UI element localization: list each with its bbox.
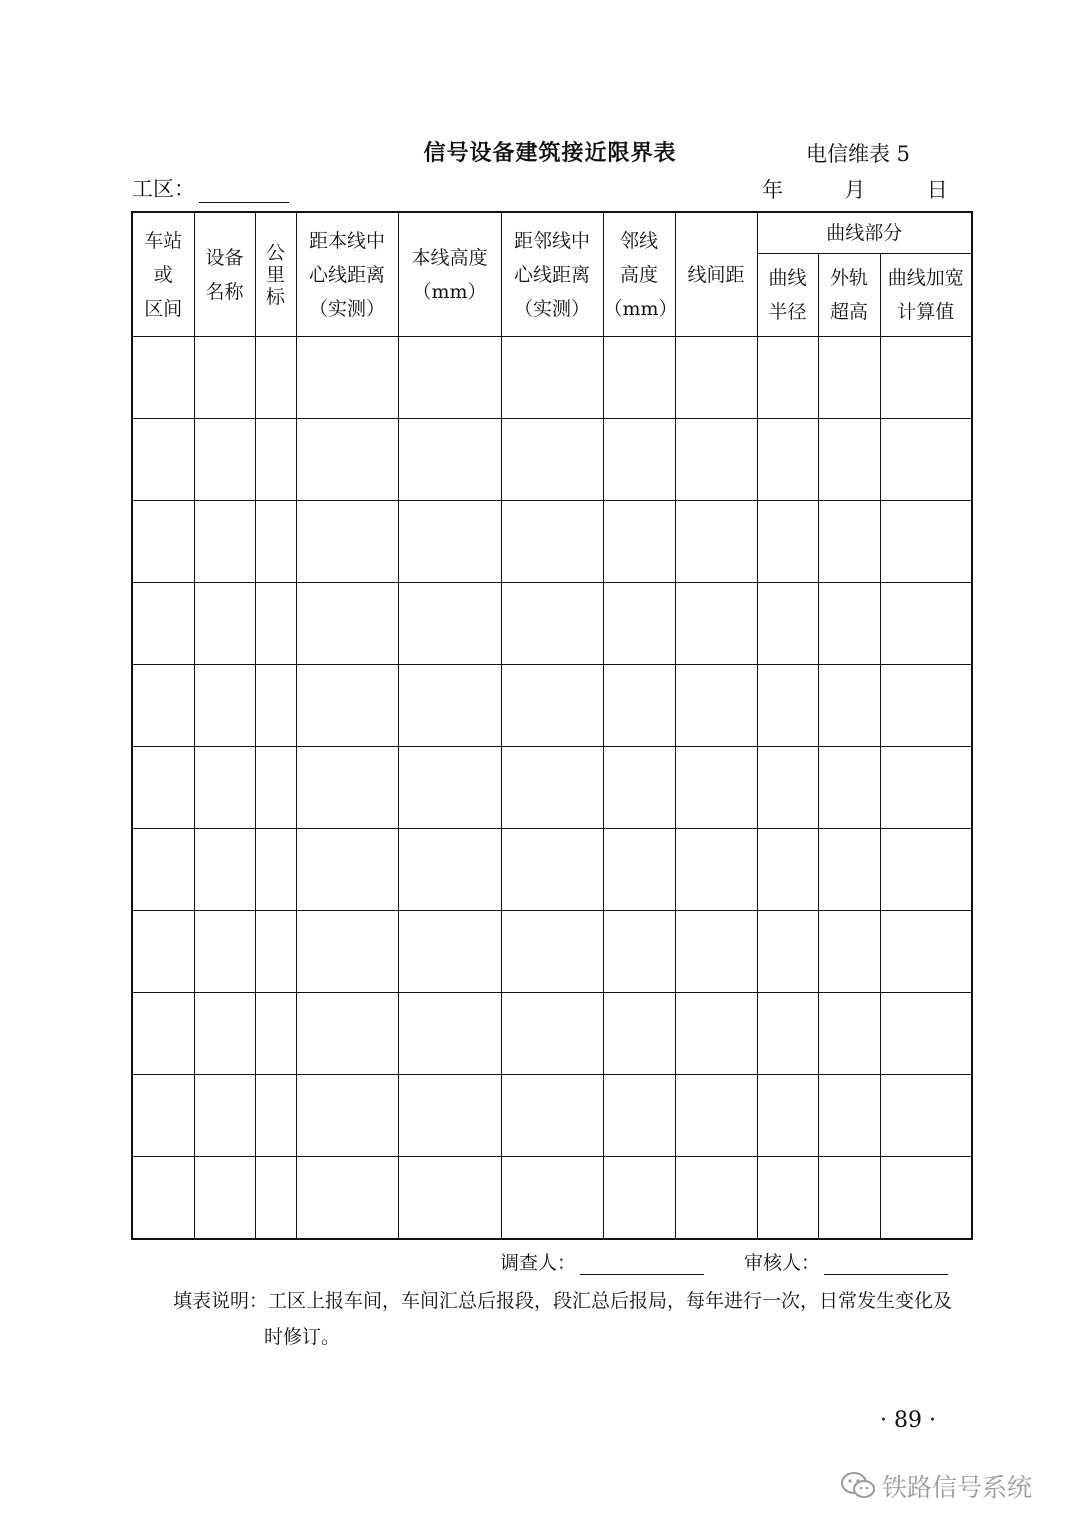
- table-row: [132, 747, 972, 829]
- table-cell[interactable]: [818, 665, 880, 747]
- table-cell[interactable]: [501, 1157, 603, 1240]
- table-cell[interactable]: [501, 583, 603, 665]
- note-line-1: 填表说明：工区上报车间，车间汇总后报段，段汇总后报局，每年进行一次，日常发生变化及: [173, 1290, 953, 1312]
- table-row: [132, 829, 972, 911]
- date-day: 日: [926, 178, 948, 202]
- table-cell[interactable]: [296, 665, 398, 747]
- table-cell[interactable]: [757, 1075, 818, 1157]
- table-cell[interactable]: [818, 829, 880, 911]
- investigator-blank: [580, 1274, 704, 1275]
- table-cell[interactable]: [398, 1157, 501, 1240]
- table-cell[interactable]: [675, 1075, 757, 1157]
- table-cell[interactable]: [880, 829, 972, 911]
- table-cell[interactable]: [501, 747, 603, 829]
- table-cell[interactable]: [880, 419, 972, 501]
- table-cell[interactable]: [398, 1075, 501, 1157]
- table-cell[interactable]: [194, 419, 255, 501]
- date-month: 月: [844, 178, 866, 202]
- table-cell[interactable]: [296, 993, 398, 1075]
- table-cell[interactable]: [818, 337, 880, 419]
- table-cell[interactable]: [818, 419, 880, 501]
- table-cell[interactable]: [603, 665, 675, 747]
- table-row: [132, 419, 972, 501]
- table-cell[interactable]: [818, 1157, 880, 1240]
- table-cell[interactable]: [398, 583, 501, 665]
- table-cell[interactable]: [880, 993, 972, 1075]
- table-cell[interactable]: [194, 1157, 255, 1240]
- work-area-blank: [199, 202, 289, 203]
- table-cell[interactable]: [880, 337, 972, 419]
- table-cell[interactable]: [255, 583, 296, 665]
- table-cell[interactable]: [296, 1157, 398, 1240]
- table-cell[interactable]: [757, 993, 818, 1075]
- table-cell[interactable]: [296, 747, 398, 829]
- col-header-curve-radius: 曲线 半径: [757, 254, 818, 337]
- note-line-2: 时修订。: [264, 1326, 341, 1348]
- table-cell[interactable]: [398, 993, 501, 1075]
- table-cell[interactable]: [255, 501, 296, 583]
- table-cell[interactable]: [132, 501, 194, 583]
- table-cell[interactable]: [132, 665, 194, 747]
- table-cell[interactable]: [818, 501, 880, 583]
- reviewer-blank: [824, 1274, 948, 1275]
- table-cell[interactable]: [501, 993, 603, 1075]
- table-cell[interactable]: [194, 747, 255, 829]
- table-cell[interactable]: [501, 1075, 603, 1157]
- table-cell[interactable]: [757, 583, 818, 665]
- table-cell[interactable]: [255, 829, 296, 911]
- table-cell[interactable]: [757, 829, 818, 911]
- col-header-station: 车站 或 区间: [132, 212, 194, 337]
- table-cell[interactable]: [501, 337, 603, 419]
- table-cell[interactable]: [501, 665, 603, 747]
- table-cell[interactable]: [501, 501, 603, 583]
- table-cell[interactable]: [675, 665, 757, 747]
- table-cell[interactable]: [132, 911, 194, 993]
- table-cell[interactable]: [603, 911, 675, 993]
- table-cell[interactable]: [603, 337, 675, 419]
- table-cell[interactable]: [398, 337, 501, 419]
- table-cell[interactable]: [296, 337, 398, 419]
- col-header-superelevation: 外轨 超高: [818, 254, 880, 337]
- table-cell[interactable]: [398, 911, 501, 993]
- col-header-distance-adjacent-line: 距邻线中 心线距离 （实测）: [501, 212, 603, 337]
- signature-row: [500, 1248, 948, 1275]
- table-cell[interactable]: [255, 1157, 296, 1240]
- table-cell[interactable]: [675, 829, 757, 911]
- investigator-label: 调查人：: [500, 1252, 577, 1274]
- table-cell[interactable]: [603, 1157, 675, 1240]
- table-cell[interactable]: [880, 583, 972, 665]
- table-cell[interactable]: [194, 993, 255, 1075]
- table-cell[interactable]: [880, 1075, 972, 1157]
- table-cell[interactable]: [603, 583, 675, 665]
- col-header-main-line-height: 本线高度 （mm）: [398, 212, 501, 337]
- table-cell[interactable]: [880, 911, 972, 993]
- reviewer-label: 审核人：: [744, 1252, 821, 1274]
- page-number: · 89 ·: [880, 1408, 936, 1433]
- table-cell[interactable]: [132, 993, 194, 1075]
- fill-instructions: [173, 1283, 973, 1355]
- table-cell[interactable]: [132, 583, 194, 665]
- work-area-field: [132, 173, 289, 203]
- table-row: [132, 665, 972, 747]
- table-cell[interactable]: [132, 419, 194, 501]
- table-cell[interactable]: [675, 1157, 757, 1240]
- table-cell[interactable]: [194, 1075, 255, 1157]
- table-cell[interactable]: [398, 829, 501, 911]
- table-row: [132, 1157, 972, 1240]
- table-cell[interactable]: [603, 829, 675, 911]
- table-cell[interactable]: [757, 747, 818, 829]
- table-cell[interactable]: [675, 419, 757, 501]
- table-cell[interactable]: [398, 501, 501, 583]
- table-cell[interactable]: [501, 419, 603, 501]
- col-header-track-spacing: 线间距: [675, 212, 757, 337]
- table-cell[interactable]: [603, 747, 675, 829]
- table-cell[interactable]: [296, 501, 398, 583]
- watermark-text: 铁路信号系统: [882, 1473, 1033, 1502]
- table-cell[interactable]: [675, 911, 757, 993]
- table-cell[interactable]: [255, 665, 296, 747]
- col-header-equipment-name: 设备 名称: [194, 212, 255, 337]
- table-cell[interactable]: [194, 911, 255, 993]
- form-title: 信号设备建筑接近限界表: [423, 141, 677, 166]
- table-cell[interactable]: [398, 747, 501, 829]
- form-code: 电信维表 5: [806, 142, 911, 166]
- col-header-curve-widening: 曲线加宽 计算值: [880, 254, 972, 337]
- table-row: [132, 993, 972, 1075]
- table-cell[interactable]: [675, 993, 757, 1075]
- table-cell[interactable]: [757, 911, 818, 993]
- table-cell[interactable]: [757, 337, 818, 419]
- table-cell[interactable]: [132, 1075, 194, 1157]
- table-cell[interactable]: [296, 419, 398, 501]
- table-cell[interactable]: [398, 419, 501, 501]
- table-cell[interactable]: [255, 419, 296, 501]
- col-header-adjacent-line-height: 邻线 高度 （mm）: [603, 212, 675, 337]
- table-cell[interactable]: [880, 665, 972, 747]
- table-cell[interactable]: [675, 337, 757, 419]
- table-cell[interactable]: [675, 747, 757, 829]
- table-row: [132, 583, 972, 665]
- table-cell[interactable]: [255, 1075, 296, 1157]
- table-cell[interactable]: [818, 583, 880, 665]
- table-cell[interactable]: [296, 829, 398, 911]
- table-row: [132, 337, 972, 419]
- table-cell[interactable]: [194, 829, 255, 911]
- col-group-curve: 曲线部分: [757, 212, 972, 254]
- work-area-label: 工区：: [132, 177, 195, 201]
- table-cell[interactable]: [757, 1157, 818, 1240]
- table-cell[interactable]: [818, 993, 880, 1075]
- col-header-distance-main-line: 距本线中 心线距离 （实测）: [296, 212, 398, 337]
- table-cell[interactable]: [132, 1157, 194, 1240]
- table-row: [132, 501, 972, 583]
- table-cell[interactable]: [501, 829, 603, 911]
- table-cell[interactable]: [818, 747, 880, 829]
- table-cell[interactable]: [296, 583, 398, 665]
- table-cell[interactable]: [398, 665, 501, 747]
- table-cell[interactable]: [818, 1075, 880, 1157]
- table-cell[interactable]: [501, 911, 603, 993]
- table-cell[interactable]: [880, 1157, 972, 1240]
- table-cell[interactable]: [296, 1075, 398, 1157]
- date-field: [762, 174, 948, 204]
- table-row: [132, 911, 972, 993]
- table-cell[interactable]: [194, 583, 255, 665]
- table-cell[interactable]: [255, 747, 296, 829]
- table-cell[interactable]: [255, 993, 296, 1075]
- clearance-table: [131, 211, 973, 1240]
- table-cell[interactable]: [880, 747, 972, 829]
- table-cell[interactable]: [194, 501, 255, 583]
- table-cell[interactable]: [255, 911, 296, 993]
- wechat-icon: [840, 1471, 876, 1501]
- table-cell[interactable]: [603, 419, 675, 501]
- table-cell[interactable]: [818, 911, 880, 993]
- date-year: 年: [762, 178, 783, 202]
- table-cell[interactable]: [603, 1075, 675, 1157]
- table-cell[interactable]: [132, 829, 194, 911]
- table-cell[interactable]: [132, 337, 194, 419]
- table-cell[interactable]: [603, 993, 675, 1075]
- table-cell[interactable]: [194, 665, 255, 747]
- col-header-kilometer-post: 公 里 标: [255, 212, 296, 337]
- table-cell[interactable]: [880, 501, 972, 583]
- table-cell[interactable]: [757, 419, 818, 501]
- table-cell[interactable]: [675, 583, 757, 665]
- table-cell[interactable]: [757, 665, 818, 747]
- table-cell[interactable]: [296, 911, 398, 993]
- table-cell[interactable]: [757, 501, 818, 583]
- table-cell[interactable]: [194, 337, 255, 419]
- table-cell[interactable]: [132, 747, 194, 829]
- table-row: [132, 1075, 972, 1157]
- table-cell[interactable]: [675, 501, 757, 583]
- watermark: [840, 1468, 1032, 1504]
- table-cell[interactable]: [255, 337, 296, 419]
- table-cell[interactable]: [603, 501, 675, 583]
